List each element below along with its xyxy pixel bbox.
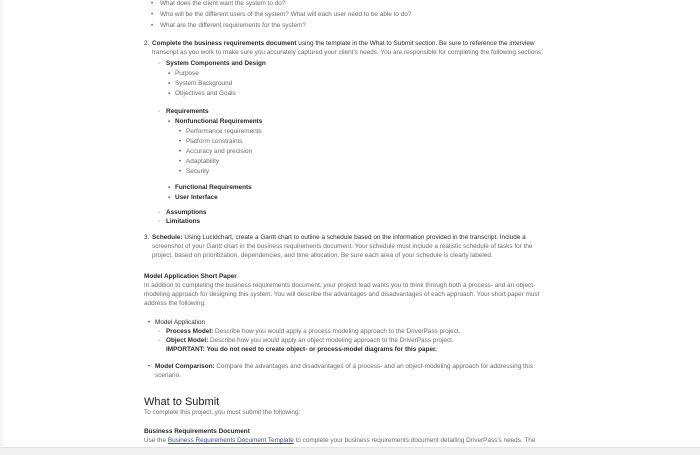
item2-paragraph [152, 40, 535, 48]
object-model-line [166, 337, 454, 345]
comparison-label: Model Comparison: [155, 363, 215, 370]
item2-text-2: transcript as you work to make sure you accurately captured your client's needs. You are responsible for completing the following sections: [152, 49, 543, 56]
model-paper-text-2: modeling approach for designing this system. You will describe the advantages and disadvantages of each approach. Your short paper must [144, 291, 540, 298]
what-to-submit-intro: To complete this project, you must submit the following: [144, 409, 301, 416]
list-item: Security [186, 168, 210, 175]
item3-text-1: Using Lucidchart, create a Gantt chart to outline a schedule based on the information provided in the transcript. Include a [182, 234, 526, 241]
brd-paragraph [144, 437, 535, 445]
bullet: • [179, 129, 182, 135]
limitations-label: Limitations [166, 218, 201, 225]
item2-heading: Complete the business requirements document [152, 40, 297, 47]
list-item: Platform constraints [186, 138, 243, 145]
brd-template-link[interactable]: Business Requirements Document Template [167, 437, 294, 444]
question-text: What does the client want the system to do? [160, 0, 286, 7]
model-paper-title: Model Application Short Paper [144, 273, 237, 280]
bullet: ▪ [168, 119, 171, 125]
list-item: Accuracy and precision [186, 148, 253, 155]
list-item: Performance requirements [186, 128, 262, 135]
page-edge-shadow [0, 0, 6, 454]
bullet: • [179, 159, 182, 165]
process-model-text: Describe how you would apply a process modeling approach to the DriverPass project. [213, 328, 461, 335]
bullet: • [179, 169, 182, 175]
list-item: Purpose [175, 70, 199, 77]
requirements-label: Requirements [166, 108, 209, 115]
bullet: ▪ [168, 71, 171, 77]
object-model-text: Describe how you would apply an object modeling approach to the DriverPass project. [208, 337, 454, 344]
bullet: • [148, 320, 151, 326]
user-interface-label: User Interface [175, 194, 218, 201]
brd-title: Business Requirements Document [144, 428, 250, 435]
model-paper-text-1: In addition to completing the business requirements document, your project lead wants you to think through both a process- and an object- [144, 282, 536, 289]
bullet: ◦ [158, 338, 161, 344]
item3-paragraph [152, 234, 526, 242]
item3-heading: Schedule: [152, 234, 183, 241]
bullet: ◦ [158, 329, 161, 335]
bullet: ◦ [158, 210, 161, 216]
system-components-label: System Components and Design [166, 60, 266, 67]
brd-text-prefix: Use the [144, 437, 168, 444]
list-item: System Background [175, 80, 233, 87]
bullet: ▪ [168, 185, 171, 191]
item3-text-2: screenshot of your Gantt chart in the business requirements document. Your schedule must include a realistic schedule of tasks for the [152, 243, 533, 250]
bullet: ▪ [168, 195, 171, 201]
question-text: What are the different requirements for the system? [160, 22, 306, 29]
bullet: ◦ [158, 219, 161, 225]
bullet: ◦ [158, 109, 161, 115]
list-number: 2. [144, 40, 150, 47]
bullet: ◦ [158, 61, 161, 67]
assumptions-label: Assumptions [166, 209, 207, 216]
bullet: ▪ [168, 81, 171, 87]
process-model-label: Process Model: [166, 328, 214, 335]
item3-text-3: project, based on prioritization, dependencies, and time allocation. Be sure each area of your schedule is clearly labeled. [152, 252, 493, 259]
bullet: • [179, 139, 182, 145]
important-note: IMPORTANT: You do not need to create object- or process-model diagrams for this paper. [166, 346, 437, 353]
bullet: • [148, 364, 151, 370]
bullet: • [151, 12, 154, 18]
bullet: • [179, 149, 182, 155]
list-number: 3. [144, 234, 150, 241]
comparison-line [155, 363, 533, 371]
list-item: Adaptability [186, 158, 220, 165]
bullet: ▪ [168, 91, 171, 97]
model-paper-text-3: address the following: [144, 300, 206, 307]
process-model-line [166, 328, 460, 336]
functional-label: Functional Requirements [175, 184, 252, 191]
question-text: Who will be the different users of the system? What will each user need to be able to do? [160, 11, 412, 18]
list-item: Objectives and Goals [175, 90, 236, 97]
bullet: • [151, 23, 154, 29]
nonfunctional-label: Nonfunctional Requirements [175, 118, 263, 125]
comparison-text-2: scenario. [155, 372, 181, 379]
model-application-label: Model Application [155, 319, 206, 326]
brd-text-suffix: to complete your business requirements document detailing DriverPass's needs. The [293, 437, 536, 444]
bullet: • [151, 1, 154, 7]
object-model-label: Object Model: [166, 337, 209, 344]
comparison-text-1: Compare the advantages and disadvantages of a process- and an object-modeling approach for addressing this [214, 363, 533, 370]
what-to-submit-title: What to Submit [144, 396, 220, 408]
item2-text-1: using the template in the What to Submit section. Be sure to reference the interview [296, 40, 535, 47]
